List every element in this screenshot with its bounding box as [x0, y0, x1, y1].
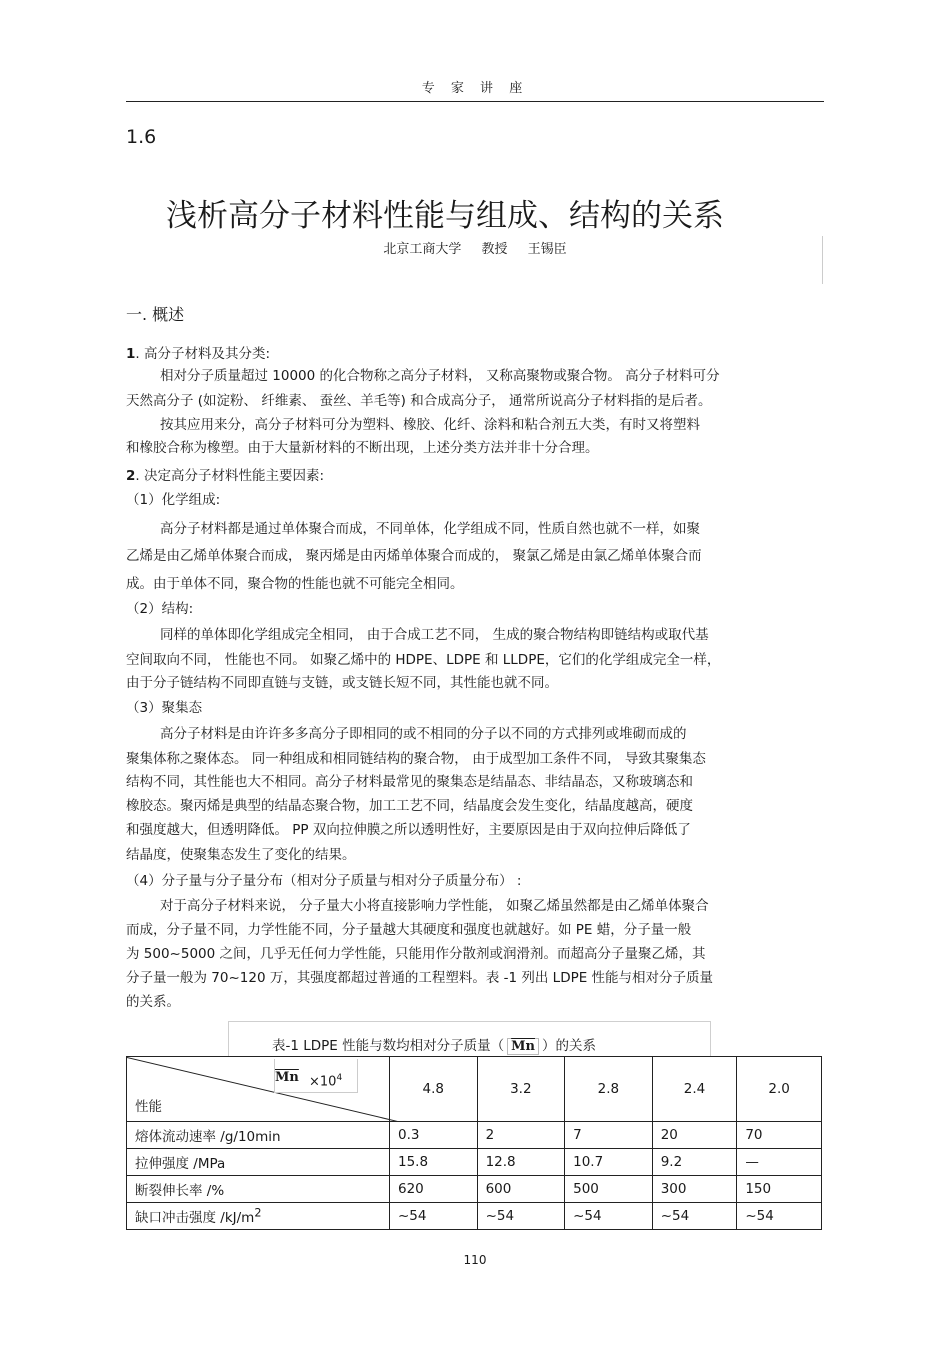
heading-overview: 一. 概述 — [126, 305, 185, 324]
author-name: 王锡臣 — [527, 242, 567, 257]
row-label-text: 缺口冲击强度 /kJ/m — [135, 1210, 255, 1226]
paragraph-line: 而成，分子量不同，力学性能不同，分子量越大其硬度和强度也就越好。如 PE 蜡，分子量一般 — [126, 922, 692, 938]
article-title: 浅析高分子材料性能与组成、结构的关系 — [166, 198, 724, 234]
table-row — [127, 1176, 822, 1203]
corner-unit-base: ×10 — [309, 1074, 337, 1090]
paragraph-line: 和橡胶合称为橡塑。由于大量新材料的不断出现，上述分类方法并非十分合理。 — [126, 440, 599, 456]
author-line — [0, 238, 950, 257]
table-cell: 12.8 — [477, 1149, 565, 1176]
page-number: 110 — [463, 1253, 487, 1267]
table-cell: 2 — [477, 1122, 565, 1149]
column-header: 2.4 — [652, 1057, 737, 1122]
column-header: 2.8 — [565, 1057, 653, 1122]
paragraph-line: 和强度越大，但透明降低。 PP 双向拉伸膜之所以透明性好，主要原因是由于双向拉伸后降低了 — [126, 822, 691, 838]
paragraph-line: 天然高分子 (如淀粉、 纤维素、 蚕丝、羊毛等) 和合成高分子， 通常所说高分子材料指的是后者。 — [126, 393, 712, 409]
subsection-2-number: 2 — [126, 468, 136, 484]
column-header: 4.8 — [390, 1057, 478, 1122]
ldpe-properties-table — [126, 1056, 822, 1230]
subsection-2-title: . 决定高分子材料性能主要因素: — [135, 468, 325, 484]
table-cell: 300 — [652, 1176, 737, 1203]
paragraph-line: 聚集体称之聚体态。 同一种组成和相同链结构的聚合物， 由于成型加工条件不同， 导致其聚集态 — [126, 751, 706, 767]
subsection-1-title: . 高分子材料及其分类: — [135, 346, 271, 362]
paragraph-line: 结晶度，使聚集态发生了变化的结果。 — [126, 847, 356, 863]
table-cell: 10.7 — [565, 1149, 653, 1176]
row-label-superscript: 2 — [254, 1206, 262, 1220]
author-position: 教授 — [481, 242, 508, 257]
table-cell: 70 — [737, 1122, 822, 1149]
header-rule — [126, 101, 824, 102]
paragraph-line: 的关系。 — [126, 994, 180, 1010]
paragraph-line: 高分子材料是由许许多多高分子即相同的或不相同的分子以不同的方式排列或堆砌而成的 — [160, 726, 687, 742]
corner-unit-exponent: 4 — [336, 1073, 343, 1083]
table-cell: 0.3 — [390, 1122, 478, 1149]
row-label: 熔体流动速率 /g/10min — [127, 1122, 390, 1149]
table-cell: 150 — [737, 1176, 822, 1203]
table-cell: ~54 — [652, 1203, 737, 1230]
row-header-label: 性能 — [135, 1099, 162, 1115]
table-row — [127, 1122, 822, 1149]
paragraph-line: 按其应用来分，高分子材料可分为塑料、橡胶、化纤、涂料和粘合剂五大类，有时又将塑料 — [160, 417, 700, 433]
table-cell: 600 — [477, 1176, 565, 1203]
paragraph-line: 成。由于单体不同，聚合物的性能也就不可能完全相同。 — [126, 576, 464, 592]
author-affiliation: 北京工商大学 — [383, 242, 462, 257]
subsection-1-heading — [126, 346, 270, 363]
subheading-aggregation-state: （3）聚集态 — [126, 700, 203, 716]
table-cell: — — [737, 1149, 822, 1176]
corner-mn-box — [274, 1059, 358, 1093]
caption-suffix: ）的关系 — [541, 1038, 596, 1054]
table-caption — [272, 1034, 596, 1055]
table-cell: ~54 — [390, 1203, 478, 1230]
mn-symbol: $\overline{Mn}$ — [507, 1038, 539, 1055]
margin-mark — [822, 236, 823, 284]
subheading-molecular-weight: （4）分子量与分子量分布（相对分子质量与相对分子质量分布） : — [126, 873, 522, 889]
table-cell: 15.8 — [390, 1149, 478, 1176]
table-row — [127, 1149, 822, 1176]
paragraph-line: 由于分子链结构不同即直链与支链，或支链长短不同，其性能也就不同。 — [126, 675, 558, 691]
paragraph-line: 为 500~5000 之间，几乎无任何力学性能，只能用作分散剂或润滑剂。而超高分子量聚乙烯，其 — [126, 946, 706, 962]
caption-prefix: 表-1 LDPE 性能与数均相对分子质量（ — [272, 1038, 505, 1054]
table-cell: 500 — [565, 1176, 653, 1203]
table-cell: 620 — [390, 1176, 478, 1203]
subsection-1-number: 1 — [126, 346, 136, 362]
paragraph-line: 高分子材料都是通过单体聚合而成，不同单体，化学组成不同，性质自然也就不一样，如聚 — [160, 521, 700, 537]
corner-unit — [309, 1073, 342, 1089]
table-cell: 7 — [565, 1122, 653, 1149]
table-cell: 20 — [652, 1122, 737, 1149]
subsection-2-heading — [126, 468, 324, 485]
table-cell: ~54 — [565, 1203, 653, 1230]
table-cell: ~54 — [477, 1203, 565, 1230]
paragraph-line: 相对分子质量超过 10000 的化合物称之高分子材料， 又称高聚物或聚合物。 高分子材料可分 — [160, 368, 720, 384]
row-label: 拉伸强度 /MPa — [127, 1149, 390, 1176]
corner-mn-symbol: $\overline{Mn}$ — [275, 1070, 299, 1085]
table-corner-cell — [127, 1057, 390, 1122]
subheading-chemical-composition: （1）化学组成: — [126, 492, 221, 508]
running-header: 专 家 讲 座 — [421, 81, 529, 96]
table-cell: ~54 — [737, 1203, 822, 1230]
row-label: 断裂伸长率 /% — [127, 1176, 390, 1203]
paragraph-line: 乙烯是由乙烯单体聚合而成， 聚丙烯是由丙烯单体聚合而成的， 聚氯乙烯是由氯乙烯单体聚合而 — [126, 548, 702, 564]
table-header-row — [127, 1057, 822, 1122]
section-number: 1.6 — [126, 126, 157, 148]
column-header: 3.2 — [477, 1057, 565, 1122]
table-row — [127, 1203, 822, 1230]
paragraph-line: 对于高分子材料来说， 分子量大小将直接影响力学性能， 如聚乙烯虽然都是由乙烯单体聚合 — [160, 898, 709, 914]
subheading-structure: （2）结构: — [126, 601, 194, 617]
table-cell: 9.2 — [652, 1149, 737, 1176]
paragraph-line: 同样的单体即化学组成完全相同， 由于合成工艺不同， 生成的聚合物结构即链结构或取代基 — [160, 627, 709, 643]
paragraph-line: 橡胶态。聚丙烯是典型的结晶态聚合物，加工工艺不同，结晶度会发生变化，结晶度越高，硬度 — [126, 798, 693, 814]
paragraph-line: 空间取向不同， 性能也不同。 如聚乙烯中的 HDPE、LDPE 和 LLDPE，它们的化学组成完全一样， — [126, 652, 721, 668]
row-label — [127, 1203, 390, 1230]
paragraph-line: 分子量一般为 70~120 万，其强度都超过普通的工程塑料。表 -1 列出 LDPE 性能与相对分子质量 — [126, 970, 714, 986]
paragraph-line: 结构不同，其性能也大不相同。高分子材料最常见的聚集态是结晶态、非结晶态，又称玻璃态和 — [126, 774, 693, 790]
column-header: 2.0 — [737, 1057, 822, 1122]
